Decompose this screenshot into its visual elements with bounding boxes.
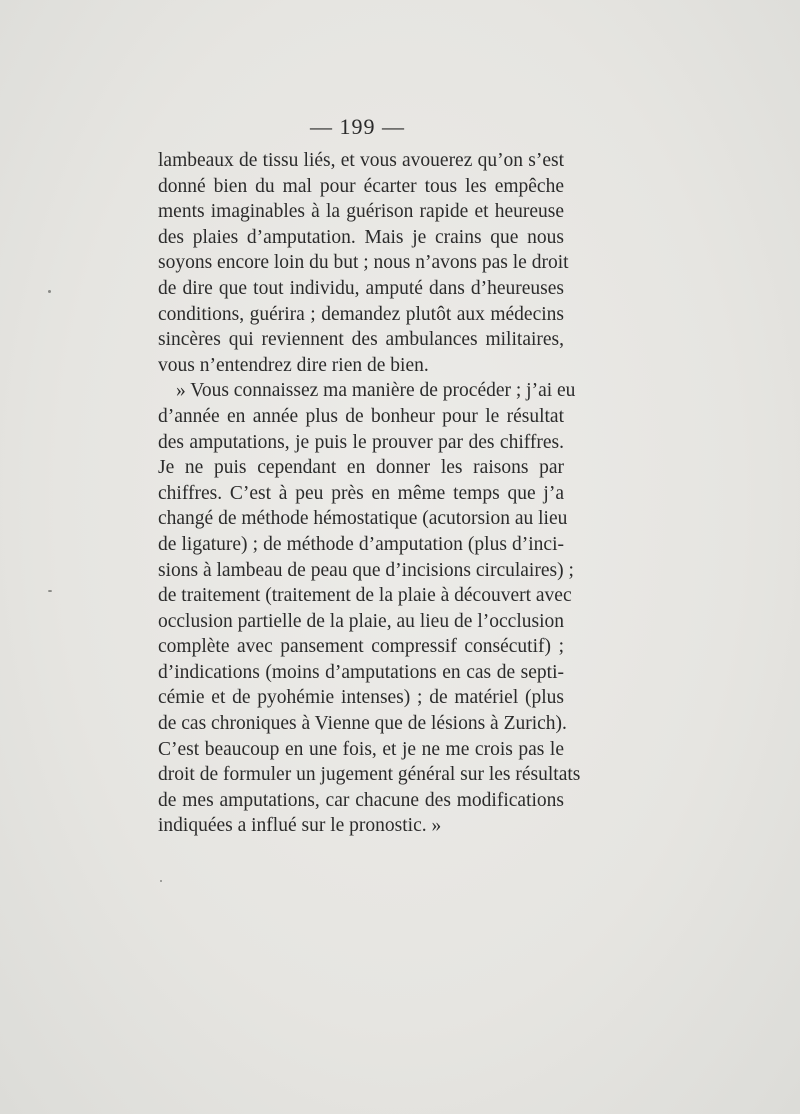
text-line: Je ne puis cependant en donner les raisons par	[158, 457, 564, 479]
text-line: de cas chroniques à Vienne que de lésions à Zurich).	[158, 713, 567, 735]
text-line: changé de méthode hémostatique (acutorsion au lieu	[158, 508, 568, 530]
text-line: complète avec pansement compressif consécutif) ;	[158, 636, 564, 658]
text-line: sincères qui reviennent des ambulances militaires,	[158, 329, 564, 351]
page-number: — 199 —	[310, 114, 405, 139]
text-line: vous n’entendrez dire rien de bien.	[158, 354, 429, 376]
text-line: » Vous connaissez ma manière de procéder ; j’ai eu	[176, 380, 576, 402]
text-line: d’indications (moins d’amputations en cas de septi-	[158, 661, 564, 683]
text-line: C’est beaucoup en une fois, et je ne me crois pas le	[158, 738, 564, 760]
body-text	[158, 148, 581, 839]
text-line: indiquées a influé sur le pronostic. »	[158, 815, 442, 837]
text-line: de ligature) ; de méthode d’amputation (plus d’inci-	[158, 533, 564, 555]
text-line: occlusion partielle de la plaie, au lieu de l’occlusion	[158, 610, 564, 632]
text-line: conditions, guérira ; demandez plutôt aux médecins	[158, 303, 564, 325]
text-line: soyons encore loin du but ; nous n’avons pas le droit	[158, 252, 569, 274]
text-line: des plaies d’amputation. Mais je crains que nous	[158, 226, 564, 248]
text-line: d’année en année plus de bonheur pour le résultat	[158, 405, 564, 427]
paper-speck	[48, 290, 51, 293]
text-line: cémie et de pyohémie intenses) ; de matériel (plus	[158, 687, 564, 709]
text-line: de traitement (traitement de la plaie à découvert avec	[158, 585, 572, 607]
text-line: de mes amputations, car chacune des modifications	[158, 789, 564, 811]
text-line: sions à lambeau de peau que d’incisions circulaires) ;	[158, 559, 574, 581]
text-line: donné bien du mal pour écarter tous les empêche	[158, 175, 564, 197]
text-line: ments imaginables à la guérison rapide et heureuse	[158, 201, 564, 223]
text-line: de dire que tout individu, amputé dans d’heureuses	[158, 277, 564, 299]
text-line: droit de formuler un jugement général sur les résultats	[158, 764, 581, 786]
paper-speck	[160, 880, 162, 882]
text-line: chiffres. C’est à peu près en même temps que j’a	[158, 482, 564, 504]
paper-speck	[48, 590, 52, 592]
text-line: des amputations, je puis le prouver par des chiffres.	[158, 431, 564, 453]
text-line: lambeaux de tissu liés, et vous avouerez qu’on s’est	[158, 150, 564, 171]
